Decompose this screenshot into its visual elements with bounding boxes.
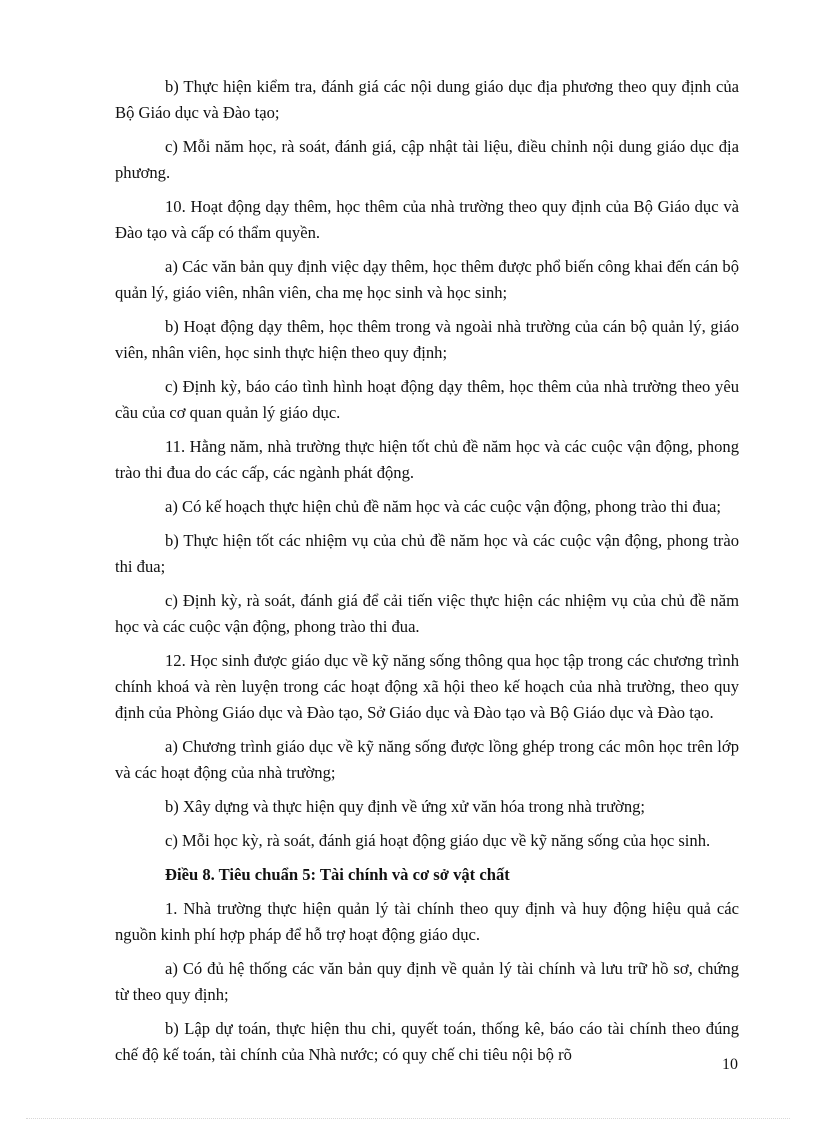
paragraph-9b: b) Thực hiện kiểm tra, đánh giá các nội dung giáo dục địa phương theo quy định của Bộ Giáo dục và Đào tạo; — [115, 77, 739, 122]
paragraph-s5-1b: b) Lập dự toán, thực hiện thu chi, quyết toán, thống kê, báo cáo tài chính theo đúng chế độ kế toán, tài chính của Nhà nước; có quy chế chi tiêu nội bộ rõ — [115, 1019, 739, 1064]
paragraph-12a: a) Chương trình giáo dục về kỹ năng sống được lồng ghép trong các môn học trên lớp và các hoạt động của nhà trường; — [115, 737, 739, 782]
paragraph-9c: c) Mỗi năm học, rà soát, đánh giá, cập nhật tài liệu, điều chỉnh nội dung giáo dục địa phương. — [115, 137, 739, 182]
paragraph-10a: a) Các văn bản quy định việc dạy thêm, học thêm được phổ biến công khai đến cán bộ quản lý, giáo viên, nhân viên, cha mẹ học sinh và học sinh; — [115, 257, 739, 302]
paragraph-11b: b) Thực hiện tốt các nhiệm vụ của chủ đề năm học và các cuộc vận động, phong trào thi đua; — [115, 531, 739, 576]
paragraph-11c: c) Định kỳ, rà soát, đánh giá để cải tiến việc thực hiện các nhiệm vụ của chủ đề năm học và các cuộc vận động, phong trào thi đua. — [115, 591, 739, 636]
paragraph-10c: c) Định kỳ, báo cáo tình hình hoạt động dạy thêm, học thêm của nhà trường theo yêu cầu của cơ quan quản lý giáo dục. — [115, 377, 739, 422]
paragraph-10: 10. Hoạt động dạy thêm, học thêm của nhà trường theo quy định của Bộ Giáo dục và Đào tạo và cấp có thẩm quyền. — [115, 197, 739, 242]
document-body — [115, 74, 739, 1076]
paragraph-s5-1a: a) Có đủ hệ thống các văn bản quy định về quản lý tài chính và lưu trữ hồ sơ, chứng từ theo quy định; — [115, 959, 739, 1004]
paragraph-12: 12. Học sinh được giáo dục về kỹ năng sống thông qua học tập trong các chương trình chính khoá và rèn luyện trong các hoạt động xã hội theo kế hoạch của nhà trường, theo quy định của Phòng Giáo dục và Đào tạo, Sở Giáo dục và Đào tạo và Bộ Giáo dục và Đào tạo. — [115, 651, 739, 722]
paragraph-11a: a) Có kế hoạch thực hiện chủ đề năm học và các cuộc vận động, phong trào thi đua; — [165, 497, 721, 516]
paragraph-10b: b) Hoạt động dạy thêm, học thêm trong và ngoài nhà trường của cán bộ quản lý, giáo viên, nhân viên, học sinh thực hiện theo quy định; — [115, 317, 739, 362]
paragraph-11: 11. Hằng năm, nhà trường thực hiện tốt chủ đề năm học và các cuộc vận động, phong trào thi đua do các cấp, các ngành phát động. — [115, 437, 739, 482]
page-number: 10 — [722, 1056, 738, 1073]
paragraph-12c: c) Mỗi học kỳ, rà soát, đánh giá hoạt động giáo dục về kỹ năng sống của học sinh. — [165, 831, 711, 850]
page-bottom-divider — [26, 1118, 790, 1119]
paragraph-12b: b) Xây dựng và thực hiện quy định về ứng xử văn hóa trong nhà trường; — [165, 797, 646, 816]
paragraph-s5-1: 1. Nhà trường thực hiện quản lý tài chính theo quy định và huy động hiệu quả các nguồn kinh phí hợp pháp để hỗ trợ hoạt động giáo dục. — [115, 899, 739, 944]
section-heading-article-8: Điều 8. Tiêu chuẩn 5: Tài chính và cơ sở vật chất — [165, 865, 510, 884]
